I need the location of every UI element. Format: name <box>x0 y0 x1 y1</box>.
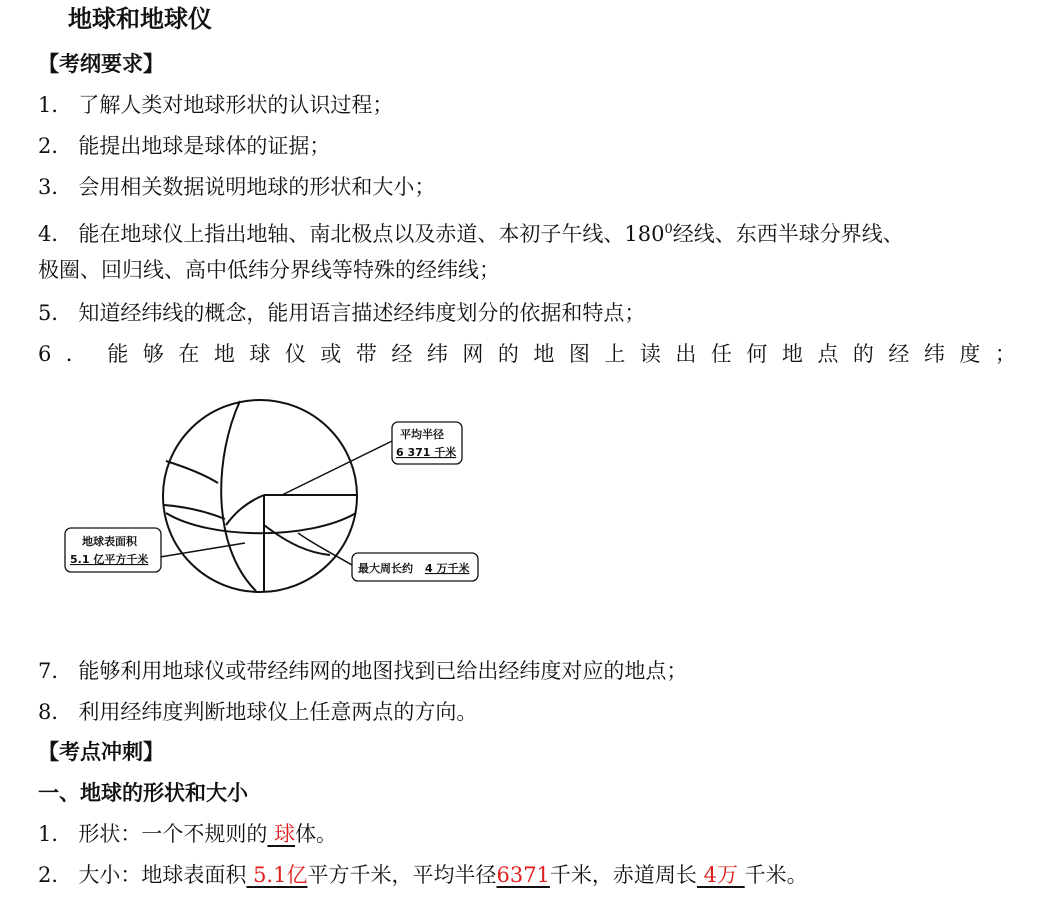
requirement-2 <box>38 131 330 161</box>
requirement-num: 4． <box>38 222 73 246</box>
earth-diagram <box>60 395 490 610</box>
requirement-text: 会用相关数据说明地球的形状和 <box>78 175 373 199</box>
requirement-text: 能提出地球是球体的证据； <box>78 134 331 158</box>
requirement-text: 利用经纬度判断地球仪上任意两点的方向。 <box>78 700 478 724</box>
requirement-num: 1． <box>38 93 73 117</box>
requirement-7 <box>38 656 687 686</box>
size-after-area: 平方千米，平均半径 <box>307 863 497 887</box>
requirement-tail: 经线、东西半球分界线、 <box>672 222 904 246</box>
globe-meridian <box>221 401 256 591</box>
area-value: 5.1 亿平方千米 <box>70 553 149 566</box>
requirement-tail: 大小； <box>372 175 436 199</box>
area-answer: 5.1亿 <box>253 863 308 887</box>
degree-value: 180 <box>624 222 665 246</box>
globe-wedge <box>226 495 264 525</box>
size-after-circumference: 千米。 <box>744 863 808 887</box>
requirement-4 <box>38 215 904 249</box>
requirement-text: 知道经纬线的概念，能用语言描述经纬度划分的依据和特点； <box>78 301 646 325</box>
globe-wedge <box>264 525 330 555</box>
radius-answer: 6371 <box>496 863 550 887</box>
size-num: 2． <box>38 863 73 887</box>
globe-parallel <box>166 461 218 483</box>
requirement-num: 5． <box>38 301 73 325</box>
leader-line <box>282 441 392 495</box>
circumference-label: 最大周长约 <box>358 562 413 575</box>
shape-line <box>38 819 337 849</box>
radius-value: 6 371 千米 <box>396 446 457 459</box>
degree-sup: 0 <box>664 222 673 237</box>
requirement-6 <box>38 339 1030 369</box>
area-label: 地球表面积 <box>82 535 137 548</box>
requirement-text: 能够在地球仪或带经纬网的地图上读出任何地点的经纬度； <box>107 342 1031 366</box>
requirements-heading: 【考纲要求】 <box>38 51 164 76</box>
requirement-num: 8． <box>38 700 73 724</box>
circumference-value: 4 万千米 <box>425 562 470 575</box>
key-points-heading: 【考点冲刺】 <box>38 739 164 764</box>
requirement-num: 2． <box>38 134 73 158</box>
requirement-3 <box>38 172 435 202</box>
requirement-text: 能在地球仪上指出地轴、南北极点以及赤道、本初子午线、 <box>78 222 625 246</box>
shape-answer: 球 <box>274 822 296 846</box>
circumference-answer: 4万 <box>703 863 738 887</box>
requirement-text: 极圈、回归线、高中低纬分界线等特殊的经纬线； <box>38 258 500 282</box>
requirement-num: 3． <box>38 175 73 199</box>
requirement-num: 7． <box>38 659 73 683</box>
requirement-text: 能够利用地球仪或带经纬网的地图找到已给出经纬度对应的地点； <box>78 659 688 683</box>
shape-suffix: 体。 <box>295 822 338 846</box>
shape-num: 1． <box>38 822 73 846</box>
section1-heading: 一、地球的形状和大小 <box>38 780 248 805</box>
radius-label: 平均半径 <box>400 428 444 441</box>
size-label: 大小：地球表面积 <box>78 863 247 887</box>
requirement-text: 了解人类对地球形状的认识过程； <box>78 93 394 117</box>
page-title: 地球和地球仪 <box>68 4 212 33</box>
requirement-8 <box>38 697 477 727</box>
size-line <box>38 860 808 890</box>
requirement-5 <box>38 298 645 328</box>
globe-equator <box>166 513 356 533</box>
size-after-radius: 千米，赤道周长 <box>549 863 697 887</box>
shape-label: 形状：一个不规则的 <box>78 822 268 846</box>
requirement-4-cont <box>38 255 500 285</box>
requirement-1 <box>38 90 393 120</box>
requirement-num: 6． <box>38 342 102 366</box>
